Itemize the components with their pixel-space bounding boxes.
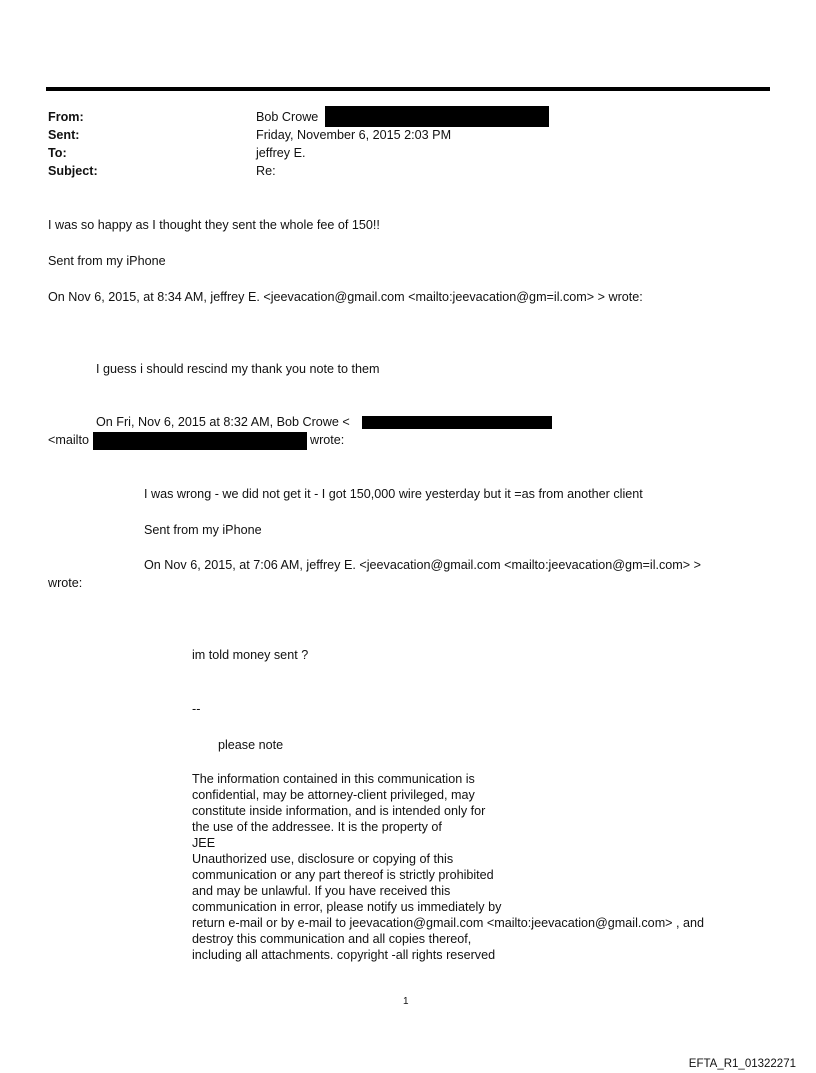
- quote-header-mailto: <mailto: [48, 433, 89, 447]
- subject-label: Subject:: [48, 164, 98, 178]
- document-id: EFTA_R1_01322271: [688, 1058, 796, 1070]
- sent-value: Friday, November 6, 2015 2:03 PM: [256, 128, 452, 142]
- quote-header-wrote: wrote:: [48, 576, 83, 590]
- disclaimer-line: destroy this communication and all copies thereof,: [192, 932, 472, 946]
- quote-header: On Nov 6, 2015, at 7:06 AM, jeffrey E. <jeevacation@gmail.com <mailto:jeevacation@gm=il.com> >: [144, 558, 702, 572]
- quote-header: On Fri, Nov 6, 2015 at 8:32 AM, Bob Crowe <: [96, 415, 350, 429]
- disclaimer-line: The information contained in this communication is: [192, 772, 475, 786]
- disclaimer-line: Unauthorized use, disclosure or copying of this: [192, 852, 454, 866]
- from-value: Bob Crowe: [256, 110, 319, 124]
- disclaimer-line: and may be unlawful. If you have received this: [192, 884, 451, 898]
- signature: Sent from my iPhone: [48, 254, 166, 268]
- to-value: jeffrey E.: [256, 146, 306, 160]
- sent-label: Sent:: [48, 128, 80, 142]
- please-note: please note: [218, 738, 284, 752]
- disclaimer-line: JEE: [192, 836, 216, 850]
- disclaimer-line: confidential, may be attorney-client privileged, may: [192, 788, 475, 802]
- signature: Sent from my iPhone: [144, 523, 262, 537]
- from-label: From:: [48, 110, 84, 124]
- disclaimer-line: return e-mail or by e-mail to jeevacation@gmail.com <mailto:jeevacation@gmail.com> , and: [192, 916, 705, 930]
- quote-header: On Nov 6, 2015, at 8:34 AM, jeffrey E. <jeevacation@gmail.com <mailto:jeevacation@gm=il.com> > wrote:: [48, 290, 643, 304]
- subject-value: Re:: [256, 164, 276, 178]
- disclaimer-line: communication or any part thereof is strictly prohibited: [192, 868, 494, 882]
- reply-line: I was wrong - we did not get it - I got 150,000 wire yesterday but it =as from another client: [144, 487, 643, 501]
- disclaimer-line: constitute inside information, and is intended only for: [192, 804, 486, 818]
- signature-separator: --: [192, 702, 201, 716]
- body-line: I was so happy as I thought they sent the whole fee of 150!!: [48, 218, 380, 232]
- page-number: 1: [403, 996, 409, 1007]
- disclaimer-block: [192, 771, 704, 963]
- reply-line: im told money sent ?: [192, 648, 309, 662]
- redaction-bar: [362, 416, 552, 429]
- quote-header-wrote: wrote:: [310, 433, 345, 447]
- header-rule: [46, 87, 770, 91]
- disclaimer-line: communication in error, please notify us immediately by: [192, 900, 502, 914]
- redaction-bar: [325, 106, 549, 127]
- disclaimer-line: including all attachments. copyright -all rights reserved: [192, 948, 496, 962]
- redaction-bar: [93, 432, 307, 450]
- to-label: To:: [48, 146, 67, 160]
- disclaimer-line: the use of the addressee. It is the property of: [192, 820, 442, 834]
- reply-line: I guess i should rescind my thank you note to them: [96, 362, 380, 376]
